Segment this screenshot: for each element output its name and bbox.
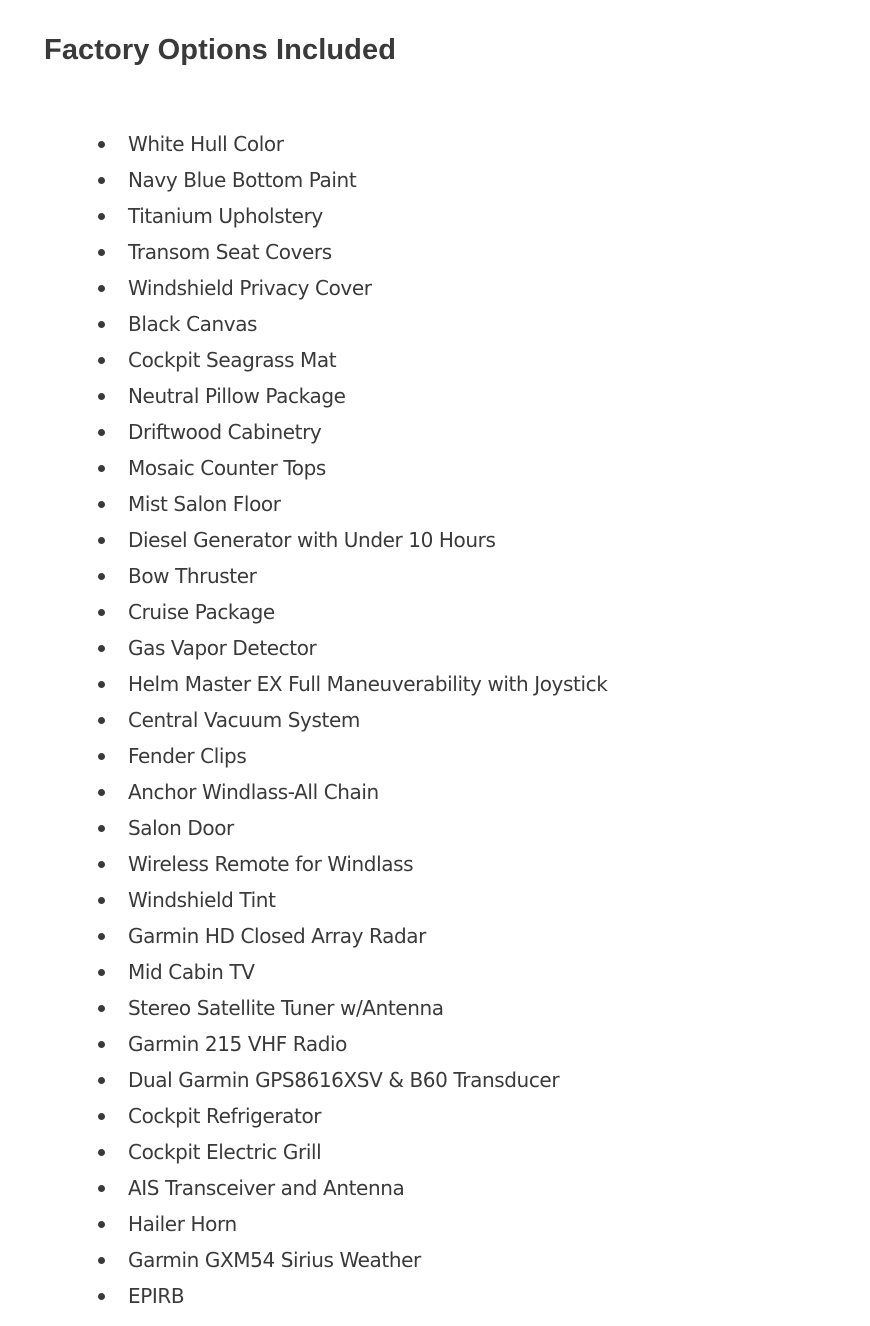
list-item [0, 630, 607, 666]
bullet-icon [98, 933, 105, 940]
list-item [0, 306, 607, 342]
list-item-label: Cockpit Electric Grill [128, 1140, 322, 1164]
bullet-icon [98, 897, 105, 904]
list-item-label: Cockpit Seagrass Mat [128, 348, 337, 372]
bullet-icon [98, 1293, 105, 1300]
list-item [0, 234, 607, 270]
list-item-label: Windshield Tint [128, 888, 276, 912]
list-item-label: Gas Vapor Detector [128, 636, 317, 660]
list-item [0, 1206, 607, 1242]
list-item [0, 738, 607, 774]
bullet-icon [98, 1041, 105, 1048]
list-item [0, 450, 607, 486]
list-item [0, 126, 607, 162]
list-item [0, 486, 607, 522]
bullet-icon [98, 141, 105, 148]
list-item [0, 198, 607, 234]
list-item [0, 810, 607, 846]
list-item-label: EPIRB [128, 1284, 185, 1308]
list-item [0, 1026, 607, 1062]
list-item-label: Fender Clips [128, 744, 247, 768]
bullet-icon [98, 321, 105, 328]
list-item [0, 1062, 607, 1098]
list-item-label: Anchor Windlass-All Chain [128, 780, 379, 804]
bullet-icon [98, 285, 105, 292]
bullet-icon [98, 825, 105, 832]
bullet-icon [98, 249, 105, 256]
list-item [0, 594, 607, 630]
list-item [0, 1278, 607, 1314]
list-item-label: Garmin HD Closed Array Radar [128, 924, 426, 948]
bullet-icon [98, 213, 105, 220]
bullet-icon [98, 609, 105, 616]
list-item [0, 1134, 607, 1170]
bullet-icon [98, 717, 105, 724]
list-item-label: Driftwood Cabinetry [128, 420, 322, 444]
list-item [0, 1170, 607, 1206]
list-item [0, 1098, 607, 1134]
bullet-icon [98, 429, 105, 436]
list-item-label: Diesel Generator with Under 10 Hours [128, 528, 496, 552]
list-item [0, 954, 607, 990]
list-item [0, 270, 607, 306]
list-item-label: Windshield Privacy Cover [128, 276, 372, 300]
list-item-label: Navy Blue Bottom Paint [128, 168, 357, 192]
list-item [0, 414, 607, 450]
list-item [0, 558, 607, 594]
bullet-icon [98, 861, 105, 868]
list-item-label: Cruise Package [128, 600, 275, 624]
list-item [0, 882, 607, 918]
list-item-label: Garmin GXM54 Sirius Weather [128, 1248, 421, 1272]
list-item-label: Mosaic Counter Tops [128, 456, 326, 480]
list-item-label: Hailer Horn [128, 1212, 237, 1236]
list-item-label: Garmin 215 VHF Radio [128, 1032, 348, 1056]
list-item-label: Mid Cabin TV [128, 960, 255, 984]
bullet-icon [98, 357, 105, 364]
bullet-icon [98, 537, 105, 544]
bullet-icon [98, 969, 105, 976]
list-item [0, 666, 607, 702]
bullet-icon [98, 753, 105, 760]
list-item [0, 846, 607, 882]
bullet-icon [98, 465, 105, 472]
bullet-icon [98, 393, 105, 400]
list-item [0, 378, 607, 414]
bullet-icon [98, 1257, 105, 1264]
list-item-label: Stereo Satellite Tuner w/Antenna [128, 996, 444, 1020]
bullet-icon [98, 1221, 105, 1228]
bullet-icon [98, 645, 105, 652]
list-item-label: Titanium Upholstery [128, 204, 323, 228]
bullet-icon [98, 681, 105, 688]
list-item-label: Bow Thruster [128, 564, 257, 588]
bullet-icon [98, 1185, 105, 1192]
list-item-label: AIS Transceiver and Antenna [128, 1176, 405, 1200]
list-item-label: Mist Salon Floor [128, 492, 281, 516]
bullet-icon [98, 789, 105, 796]
bullet-icon [98, 501, 105, 508]
list-item [0, 774, 607, 810]
list-item-label: Salon Door [128, 816, 234, 840]
bullet-icon [98, 177, 105, 184]
bullet-icon [98, 1113, 105, 1120]
list-item-label: Dual Garmin GPS8616XSV & B60 Transducer [128, 1068, 560, 1092]
list-item [0, 522, 607, 558]
bullet-icon [98, 573, 105, 580]
list-item-label: Helm Master EX Full Maneuverability with Joystick [128, 672, 608, 696]
factory-options-list [0, 126, 607, 1314]
list-item-label: Black Canvas [128, 312, 258, 336]
bullet-icon [98, 1149, 105, 1156]
list-item [0, 990, 607, 1026]
list-item-label: Central Vacuum System [128, 708, 360, 732]
list-item [0, 162, 607, 198]
list-item-label: White Hull Color [128, 132, 284, 156]
list-item [0, 342, 607, 378]
list-item-label: Cockpit Refrigerator [128, 1104, 322, 1128]
list-item [0, 918, 607, 954]
bullet-icon [98, 1077, 105, 1084]
page-title: Factory Options Included [44, 34, 397, 66]
list-item-label: Transom Seat Covers [128, 240, 332, 264]
list-item [0, 702, 607, 738]
list-item-label: Neutral Pillow Package [128, 384, 346, 408]
list-item-label: Wireless Remote for Windlass [128, 852, 414, 876]
bullet-icon [98, 1005, 105, 1012]
list-item [0, 1242, 607, 1278]
